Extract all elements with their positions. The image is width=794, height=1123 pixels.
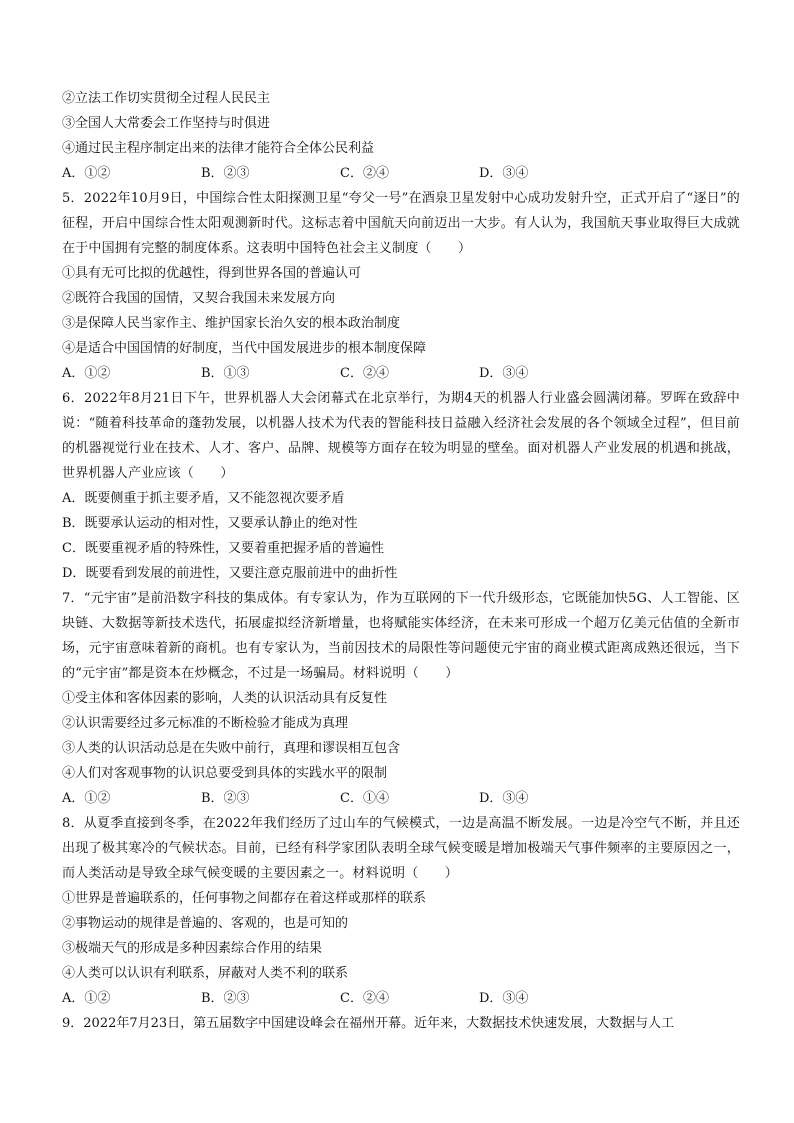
option-line: ②既符合我国的国情，又契合我国未来发展方向 [62,291,336,306]
choice-a: A．①② [62,791,111,806]
choice-d: D．③④ [479,791,529,806]
option-line: ③人类的认识活动总是在失败中前行，真理和谬误相互包含 [62,741,401,756]
option-line: ④人们对客观事物的认识总要受到具体的实践水平的限制 [62,766,388,781]
choice-c: C．①④ [340,791,389,806]
choice-b: B．①③ [201,366,250,381]
question-stem: 6．2022年8月21日下午，世界机器人大会闭幕式在北京举行，为期4天的机器人行业盛会圆满闭幕。罗晖在致辞中说：“随着科技革命的蓬勃发展，以机器人技术为代表的智能科技日益融入经济社会发展的各个领域全过程”，但目前的机器视觉行业在技术、人才、客户、品牌、规模等方面存在较为明显的壁垒。面对机器人产业发展的机遇和挑战，世界机器人产业应该（ ） [62,391,740,481]
question-stem: 5．2022年10月9日，中国综合性太阳探测卫星“夸父一号”在酒泉卫星发射中心成功发射升空，正式开启了“逐日”的征程，开启中国综合性太阳观测新时代。这标志着中国航天向前迈出一大步。有人认为，我国航天事业取得巨大成就在于中国拥有完整的制度体系。这表明中国特色社会主义制度（ ） [62,191,740,256]
question-7 [62,586,740,811]
exam-page [62,86,740,1036]
choice-c: C．②④ [340,991,389,1006]
option-line: ③全国人大常委会工作坚持与时俱进 [62,116,271,131]
option-line: ④人类可以认识有利联系，屏蔽对人类不利的联系 [62,966,349,981]
choice-d: D．③④ [479,366,529,381]
question-6 [62,386,740,586]
answer-choices [62,986,740,1011]
prev-question [62,86,740,186]
answer-choices [62,786,740,811]
choice-a: A．①② [62,366,111,381]
choice-b: B．②③ [201,166,250,181]
choice-d: D．③④ [479,166,529,181]
choice-c: C．②④ [340,366,389,381]
choice-b: B．②③ [201,991,250,1006]
choice-b: B．②③ [201,791,250,806]
option-line: C．既要重视矛盾的特殊性，又要着重把握矛盾的普遍性 [62,541,384,556]
option-line: ③是保障人民当家作主、维护国家长治久安的根本政治制度 [62,316,401,331]
question-8 [62,811,740,1011]
question-stem: 8．从夏季直接到冬季，在2022年我们经历了过山车的气候模式，一边是高温不断发展。一边是冷空气不断，并且还出现了极其寒冷的气候状态。目前，已经有科学家团队表明全球气候变暖是增加极端天气事件频率的主要原因之一，而人类活动是导致全球气候变暖的主要因素之一。材料说明（ ） [62,816,740,881]
option-line: B．既要承认运动的相对性，又要承认静止的绝对性 [62,516,358,531]
choice-d: D．③④ [479,991,529,1006]
option-line: ②认识需要经过多元标准的不断检验才能成为真理 [62,716,349,731]
option-line: ④是适合中国国情的好制度，当代中国发展进步的根本制度保障 [62,341,427,356]
choice-c: C．②④ [340,166,389,181]
choice-a: A．①② [62,166,111,181]
question-5 [62,186,740,386]
choice-a: A．①② [62,991,111,1006]
option-line: D．既要看到发展的前进性，又要注意克服前进中的曲折性 [62,566,398,581]
question-stem: 9．2022年7月23日，第五届数字中国建设峰会在福州开幕。近年来，大数据技术快速发展，大数据与人工 [62,1016,675,1031]
question-stem: 7．“元宇宙”是前沿数字科技的集成体。有专家认为，作为互联网的下一代升级形态，它既能加快5G、人工智能、区块链、大数据等新技术迭代，拓展虚拟经济新增量，也将赋能实体经济，在未来可形成一个超万亿美元估值的全新市场，元宇宙意味着新的商机。也有专家认为，当前因技术的局限性等问题使元宇宙的商业模式距离成熟还很远，当下的“元宇宙”都是资本在炒概念，不过是一场骗局。材料说明（ ） [62,591,740,681]
option-line: ②立法工作切实贯彻全过程人民民主 [62,91,271,106]
option-line: ①具有无可比拟的优越性，得到世界各国的普遍认可 [62,266,362,281]
option-line: ②事物运动的规律是普遍的、客观的，也是可知的 [62,916,349,931]
answer-choices [62,361,740,386]
option-line: A．既要侧重于抓主要矛盾，又不能忽视次要矛盾 [62,491,345,506]
question-9 [62,1011,740,1036]
option-line: ④通过民主程序制定出来的法律才能符合全体公民利益 [62,141,375,156]
option-line: ③极端天气的形成是多种因素综合作用的结果 [62,941,323,956]
option-line: ①受主体和客体因素的影响，人类的认识活动具有反复性 [62,691,388,706]
answer-choices [62,161,740,186]
option-line: ①世界是普遍联系的，任何事物之间都存在着这样或那样的联系 [62,891,427,906]
